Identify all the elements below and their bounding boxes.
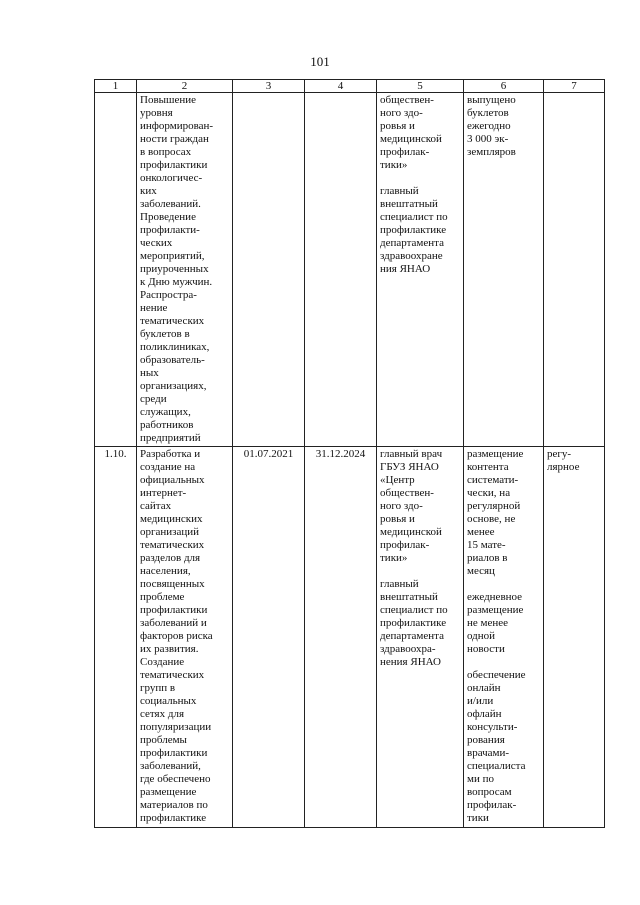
column-number-header: 1 — [95, 80, 137, 93]
start-date-cell: 01.07.2021 — [233, 447, 305, 828]
column-number-header: 4 — [305, 80, 377, 93]
plan-table — [94, 79, 605, 828]
column-number-header: 3 — [233, 80, 305, 93]
period-cell: регу- лярное — [544, 447, 605, 828]
responsible-cell: обществен- ного здо- ровья и медицинской профилак- тики» главный внештатный специалист по профилактике департамента здравоохране ния ЯНАО — [377, 93, 464, 447]
period-cell — [544, 93, 605, 447]
end-date-cell — [305, 93, 377, 447]
end-date-cell: 31.12.2024 — [305, 447, 377, 828]
result-cell: выпущено буклетов ежегодно 3 000 эк- земпляров — [464, 93, 544, 447]
table-row — [95, 93, 605, 447]
table-row — [95, 447, 605, 828]
column-number-header: 2 — [137, 80, 233, 93]
result-cell: размещение контента системати- чески, на регулярной основе, не менее 15 мате- риалов в месяц ежедневное размещение не менее одной новости обеспечение онлайн и/или офлайн консульти- рования врачами- специалиста ми по вопросам профилак- тики — [464, 447, 544, 828]
table-header-row — [95, 80, 605, 93]
responsible-cell: главный врач ГБУЗ ЯНАО «Центр обществен- ного здо- ровья и медицинской профилак- тики» главный внештатный специалист по профилактике департамента здравоохра- нения ЯНАО — [377, 447, 464, 828]
item-number-cell — [95, 93, 137, 447]
page-number: 101 — [310, 54, 330, 69]
column-number-header: 5 — [377, 80, 464, 93]
column-number-header: 7 — [544, 80, 605, 93]
event-cell: Разработка и создание на официальных интернет- сайтах медицинских организаций тематических разделов для населения, посвященных проблеме профилактики заболеваний и факторов риска их развития. Создание тематических групп в социальных сетях для популяризации проблемы профилактики заболеваний, где обеспечено размещение материалов по профилактике — [137, 447, 233, 828]
start-date-cell — [233, 93, 305, 447]
column-number-header: 6 — [464, 80, 544, 93]
event-cell: Повышение уровня информирован- ности граждан в вопросах профилактики онкологичес- ких заболеваний. Проведение профилакти- ческих мероприятий, приуроченных к Дню мужчин. Распростра- нение тематических буклетов в поликлиниках, образователь- ных организациях, среди служащих, работников предприятий — [137, 93, 233, 447]
item-number-cell: 1.10. — [95, 447, 137, 828]
